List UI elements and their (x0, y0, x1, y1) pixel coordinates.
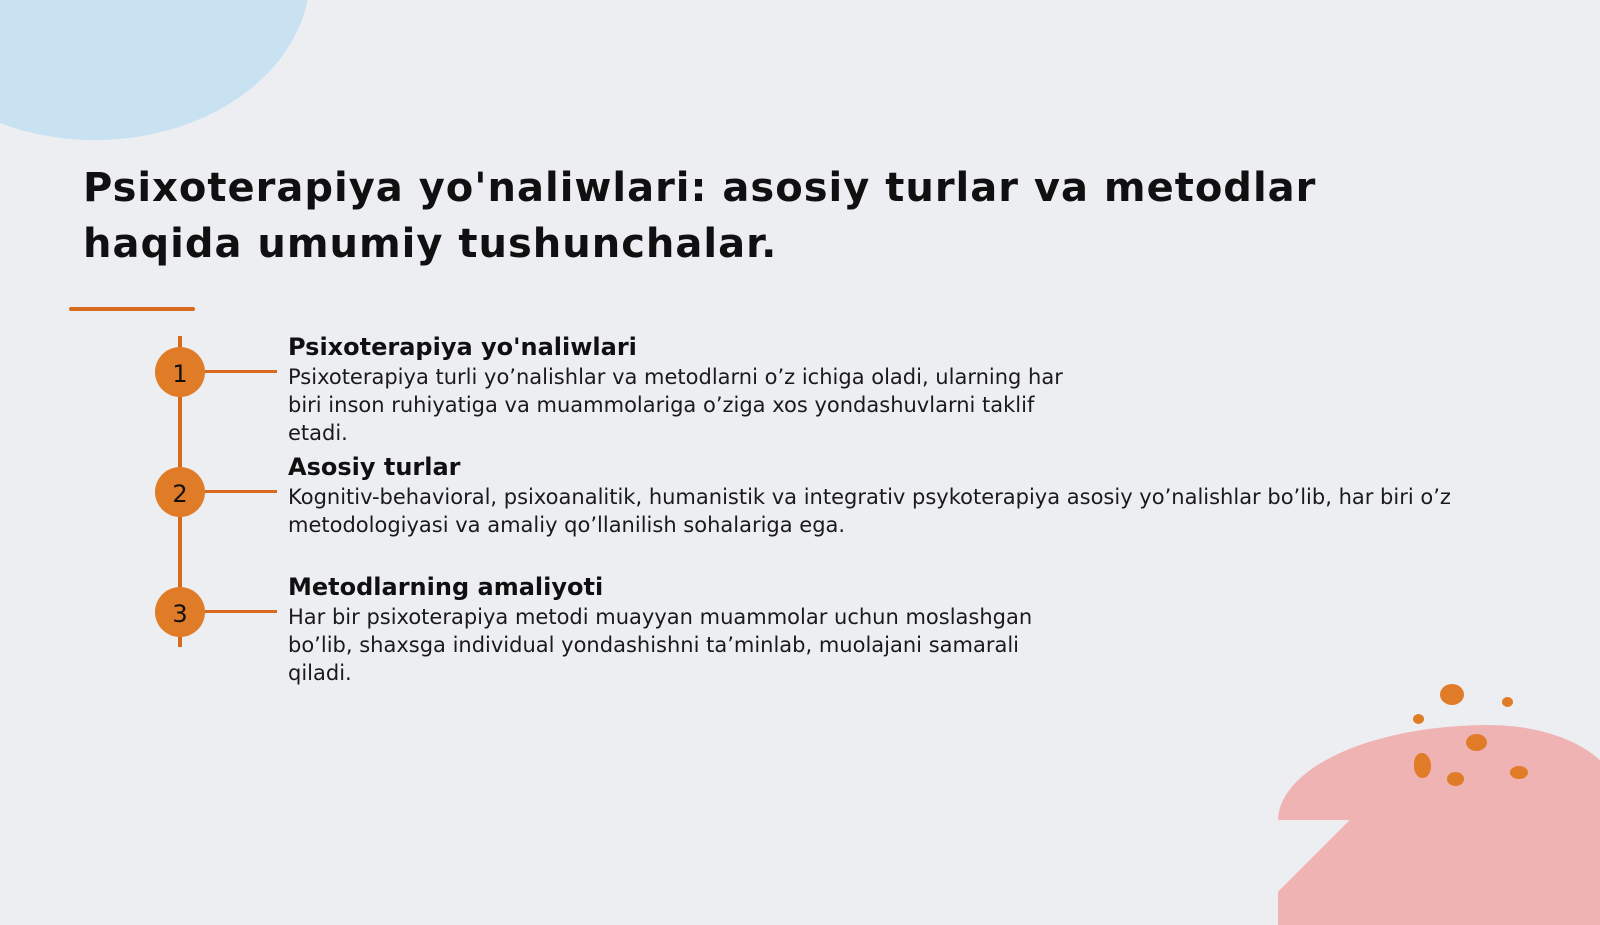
timeline-step-1 (0, 333, 1600, 445)
timeline-step-2 (0, 453, 1600, 537)
decorative-dot (1414, 753, 1431, 778)
step-description: Har bir psixoterapiya metodi muayyan muammolar uchun moslashgan bo’lib, shaxsga individual yondashishni ta’minlab, muolajani samarali qiladi. (288, 605, 1033, 685)
step-description: Psixoterapiya turli yo’nalishlar va metodlarni o’z ichiga oladi, ularning har biri inson ruhiyatiga va muammolariga o’ziga xos yondashuvlarni taklif etadi. (288, 365, 1063, 445)
step-connector (205, 610, 277, 613)
decorative-blob-edge (1270, 820, 1350, 900)
slide-title: Psixoterapiya yo'naliwlari: asosiy turlar va metodlar haqida umumiy tushunchalar. (83, 165, 1317, 267)
timeline-step-3 (0, 573, 1600, 685)
title-underline (69, 307, 195, 311)
step-heading: Asosiy turlar (288, 453, 461, 481)
decorative-dot (1502, 697, 1513, 707)
step-connector (205, 490, 277, 493)
step-number-badge: 2 (155, 467, 205, 517)
step-heading: Psixoterapiya yo'naliwlari (288, 333, 637, 361)
decorative-dot (1413, 714, 1424, 724)
decorative-dot (1510, 766, 1528, 779)
decorative-blue-blob (0, 0, 310, 140)
decorative-dot (1466, 734, 1487, 751)
decorative-dot (1440, 684, 1464, 705)
step-number-badge: 3 (155, 587, 205, 637)
step-connector (205, 370, 277, 373)
step-heading: Metodlarning amaliyoti (288, 573, 604, 601)
step-description: Kognitiv-behavioral, psixoanalitik, humanistik va integrativ psykoterapiya asosiy yo’nalishlar bo’lib, har biri o’z metodologiyasi va amaliy qo’llanilish sohalariga ega. (288, 485, 1451, 537)
step-number-badge: 1 (155, 347, 205, 397)
decorative-dot (1447, 772, 1464, 786)
